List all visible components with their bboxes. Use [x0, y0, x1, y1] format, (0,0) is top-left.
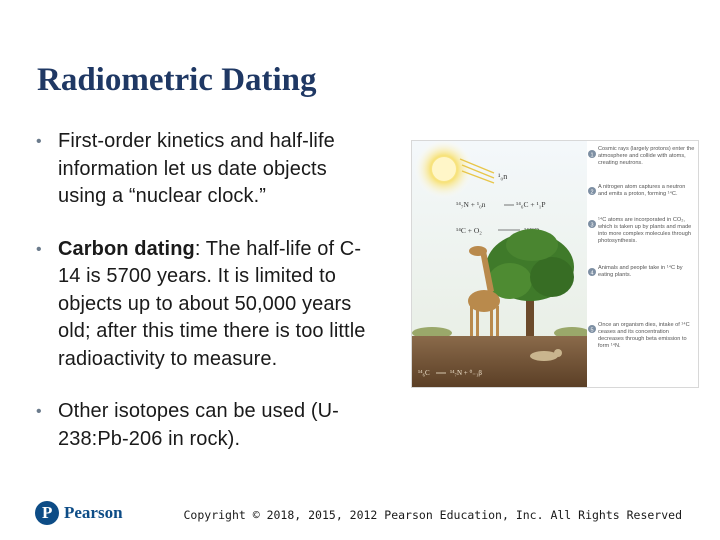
- pearson-logo-text: Pearson: [64, 503, 123, 522]
- bullet-text: : The half-life of C-14 is 5700 years. It is limited to objects up to about 50,000 years old; after this time there is too little radioactivity to measure.: [58, 237, 366, 370]
- equation-product: ¹⁴₆C + ¹₁P: [516, 200, 546, 209]
- caption-panel: [587, 141, 698, 387]
- bullet-item: [30, 398, 375, 453]
- caption-step-1: Cosmic rays (largely protons) enter the atmosphere and collide with atoms, creating neutrons.: [598, 146, 695, 166]
- soil-ground: [412, 336, 587, 387]
- slide-title: Radiometric Dating: [37, 62, 317, 98]
- bullet-text: Other isotopes can be used (U-238:Pb-206 in rock).: [58, 400, 339, 450]
- equation-oxidation: ¹⁴C + O₂: [456, 226, 482, 235]
- bullet-text: First-order kinetics and half-life information let us date objects using a “nuclear clock.”: [58, 130, 335, 207]
- step-number: 5: [590, 327, 594, 334]
- pearson-logo-icon: [35, 501, 59, 525]
- bullet-dot-icon: •: [36, 133, 42, 150]
- bullet-dot-icon: •: [36, 403, 42, 420]
- bullet-dot-icon: •: [36, 240, 42, 258]
- step-number: 1: [590, 152, 594, 159]
- carbon-cycle-figure: [411, 140, 699, 388]
- carbon-cycle-illustration: [412, 141, 698, 387]
- bullet-item: [30, 128, 375, 211]
- caption-step-5: Once an organism dies, intake of ¹⁴C ceases and its concentration decreases through beta emission to form ¹⁴N.: [598, 322, 690, 349]
- bullet-bold-text: Carbon dating: [58, 237, 195, 260]
- caption-step-2: A nitrogen atom captures a neutron and emits a proton, forming ¹⁴C.: [598, 184, 686, 197]
- copyright-notice: Copyright © 2018, 2015, 2012 Pearson Education, Inc. All Rights Reserved: [183, 508, 682, 522]
- sun-icon: [414, 141, 474, 199]
- equation-decay-end: ¹⁴₇N + ⁰₋₁β: [450, 369, 482, 377]
- step-number: 4: [590, 270, 594, 277]
- equation-capture: ¹⁴₇N + ¹₀n: [456, 200, 486, 209]
- step-number: 2: [590, 189, 594, 196]
- pearson-logo: [35, 500, 123, 526]
- caption-step-4: Animals and people take in ¹⁴C by eating plants.: [598, 265, 683, 278]
- equation-neutron: ¹₀n: [498, 172, 508, 181]
- bullet-item: [30, 236, 375, 374]
- equation-decay-start: ¹⁴₆C: [418, 369, 430, 377]
- step-number: 3: [590, 222, 594, 229]
- caption-step-3: ¹⁴C atoms are incorporated in CO₂, which is taken up by plants and made into more complex molecules through photosynthesis.: [598, 217, 692, 244]
- bullet-list: [30, 128, 375, 453]
